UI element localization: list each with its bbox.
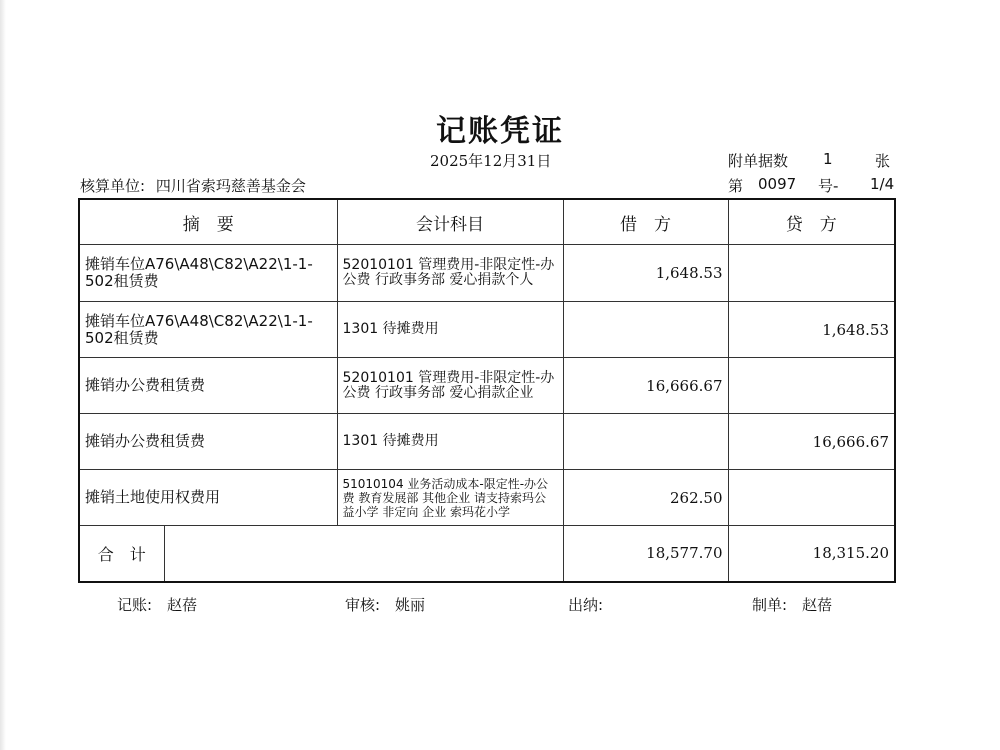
total-label: 合 计	[79, 526, 164, 582]
attachments-label: 附单据数	[728, 152, 789, 170]
row-summary: 摊销车位A76\A48\C82\A22\1-1-502租赁费	[79, 245, 337, 302]
row-account: 52010101 管理费用-非限定性-办公费 行政事务部 爱心捐款企业	[337, 358, 563, 414]
preparer-signature: 制单: 赵蓓	[752, 596, 833, 614]
row-debit: 262.50	[563, 470, 728, 526]
attachments-count: 1	[823, 150, 833, 168]
row-summary: 摊销车位A76\A48\C82\A22\1-1-502租赁费	[79, 302, 337, 358]
entity-name: 四川省索玛慈善基金会	[155, 177, 306, 195]
row-summary: 摊销办公费租赁费	[79, 414, 337, 470]
voucher-number-prefix: 第	[728, 177, 744, 195]
total-row	[79, 526, 895, 582]
voucher-number	[728, 175, 898, 195]
voucher-number-suffix: 号-	[818, 177, 839, 195]
total-credit: 18,315.20	[728, 526, 895, 582]
table-header-row	[79, 199, 895, 245]
reviewer-signature: 审核: 姚丽	[345, 596, 426, 614]
entity-line	[80, 175, 306, 196]
attachments-info	[728, 150, 891, 171]
total-debit: 18,577.70	[563, 526, 728, 582]
table-row	[79, 245, 895, 302]
cashier-signature: 出纳:	[568, 596, 604, 614]
table-row	[79, 358, 895, 414]
row-account: 52010101 管理费用-非限定性-办公费 行政事务部 爱心捐款个人	[337, 245, 563, 302]
row-account: 1301 待摊费用	[337, 302, 563, 358]
bookkeeper-signature: 记账: 赵蓓	[117, 596, 198, 614]
row-summary: 摊销办公费租赁费	[79, 358, 337, 414]
row-credit: 16,666.67	[728, 414, 895, 470]
total-blank	[164, 526, 563, 582]
row-credit	[728, 470, 895, 526]
attachments-unit: 张	[875, 152, 891, 170]
entity-label: 核算单位:	[80, 177, 146, 195]
voucher-page: 1/4	[870, 175, 895, 193]
row-debit	[563, 302, 728, 358]
voucher-number-value: 0097	[758, 175, 797, 193]
row-debit: 1,648.53	[563, 245, 728, 302]
row-summary: 摊销土地使用权费用	[79, 470, 337, 526]
voucher-title: 记账凭证	[436, 114, 564, 149]
row-credit	[728, 245, 895, 302]
header-summary: 摘 要	[79, 199, 337, 245]
row-account: 51010104 业务活动成本-限定性-办公费 教育发展部 其他企业 请支持索玛公益小学 非定向 企业 索玛花小学	[337, 470, 563, 526]
row-account: 1301 待摊费用	[337, 414, 563, 470]
header-debit: 借 方	[563, 199, 728, 245]
header-account: 会计科目	[337, 199, 563, 245]
row-debit	[563, 414, 728, 470]
table-row	[79, 302, 895, 358]
voucher-date: 2025年12月31日	[430, 152, 552, 170]
voucher-table	[78, 198, 896, 583]
row-credit: 1,648.53	[728, 302, 895, 358]
table-row	[79, 414, 895, 470]
table-row	[79, 470, 895, 526]
row-credit	[728, 358, 895, 414]
header-credit: 贷 方	[728, 199, 895, 245]
row-debit: 16,666.67	[563, 358, 728, 414]
